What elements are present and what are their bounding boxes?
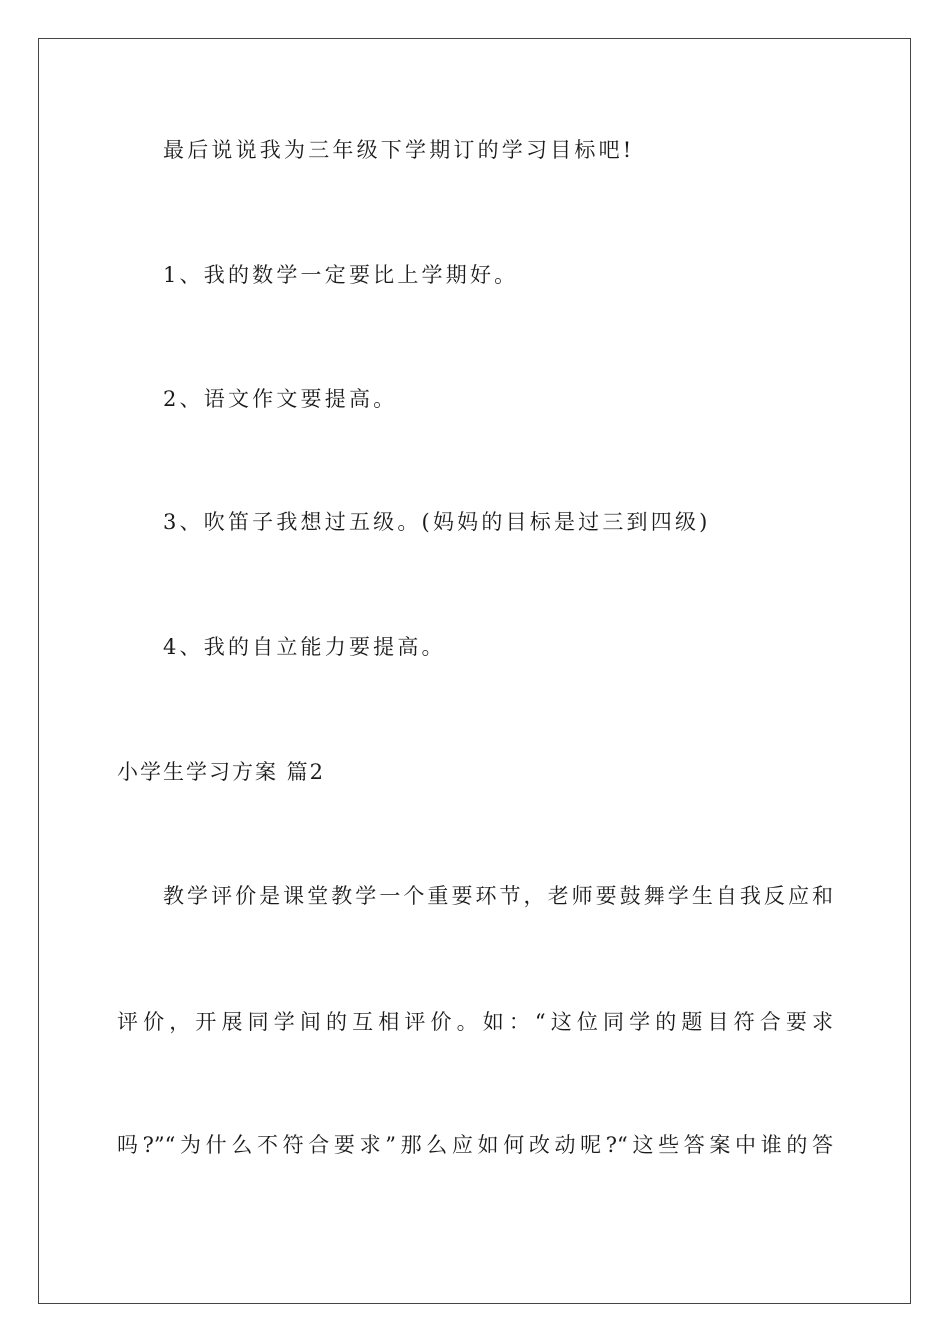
goal-item-2: 2、语文作文要提高。 <box>163 387 398 411</box>
goal-item-3: 3、吹笛子我想过五级。(妈妈的目标是过三到四级) <box>163 510 711 534</box>
page-border <box>38 38 911 1304</box>
body-line-1: 教学评价是课堂教学一个重要环节，老师要鼓舞学生自我反应和 <box>163 884 833 908</box>
goal-item-1: 1、我的数学一定要比上学期好。 <box>163 263 519 287</box>
body-line-2: 评价，开展同学间的互相评价。如：“这位同学的题目符合要求 <box>117 1010 833 1034</box>
body-line-3: 吗?”“为什么不符合要求”那么应如何改动呢?“这些答案中谁的答 <box>117 1133 833 1157</box>
goal-item-4: 4、我的自立能力要提高。 <box>163 635 446 659</box>
paragraph-intro: 最后说说我为三年级下学期订的学习目标吧! <box>163 138 635 162</box>
section-heading: 小学生学习方案 篇2 <box>117 760 326 784</box>
